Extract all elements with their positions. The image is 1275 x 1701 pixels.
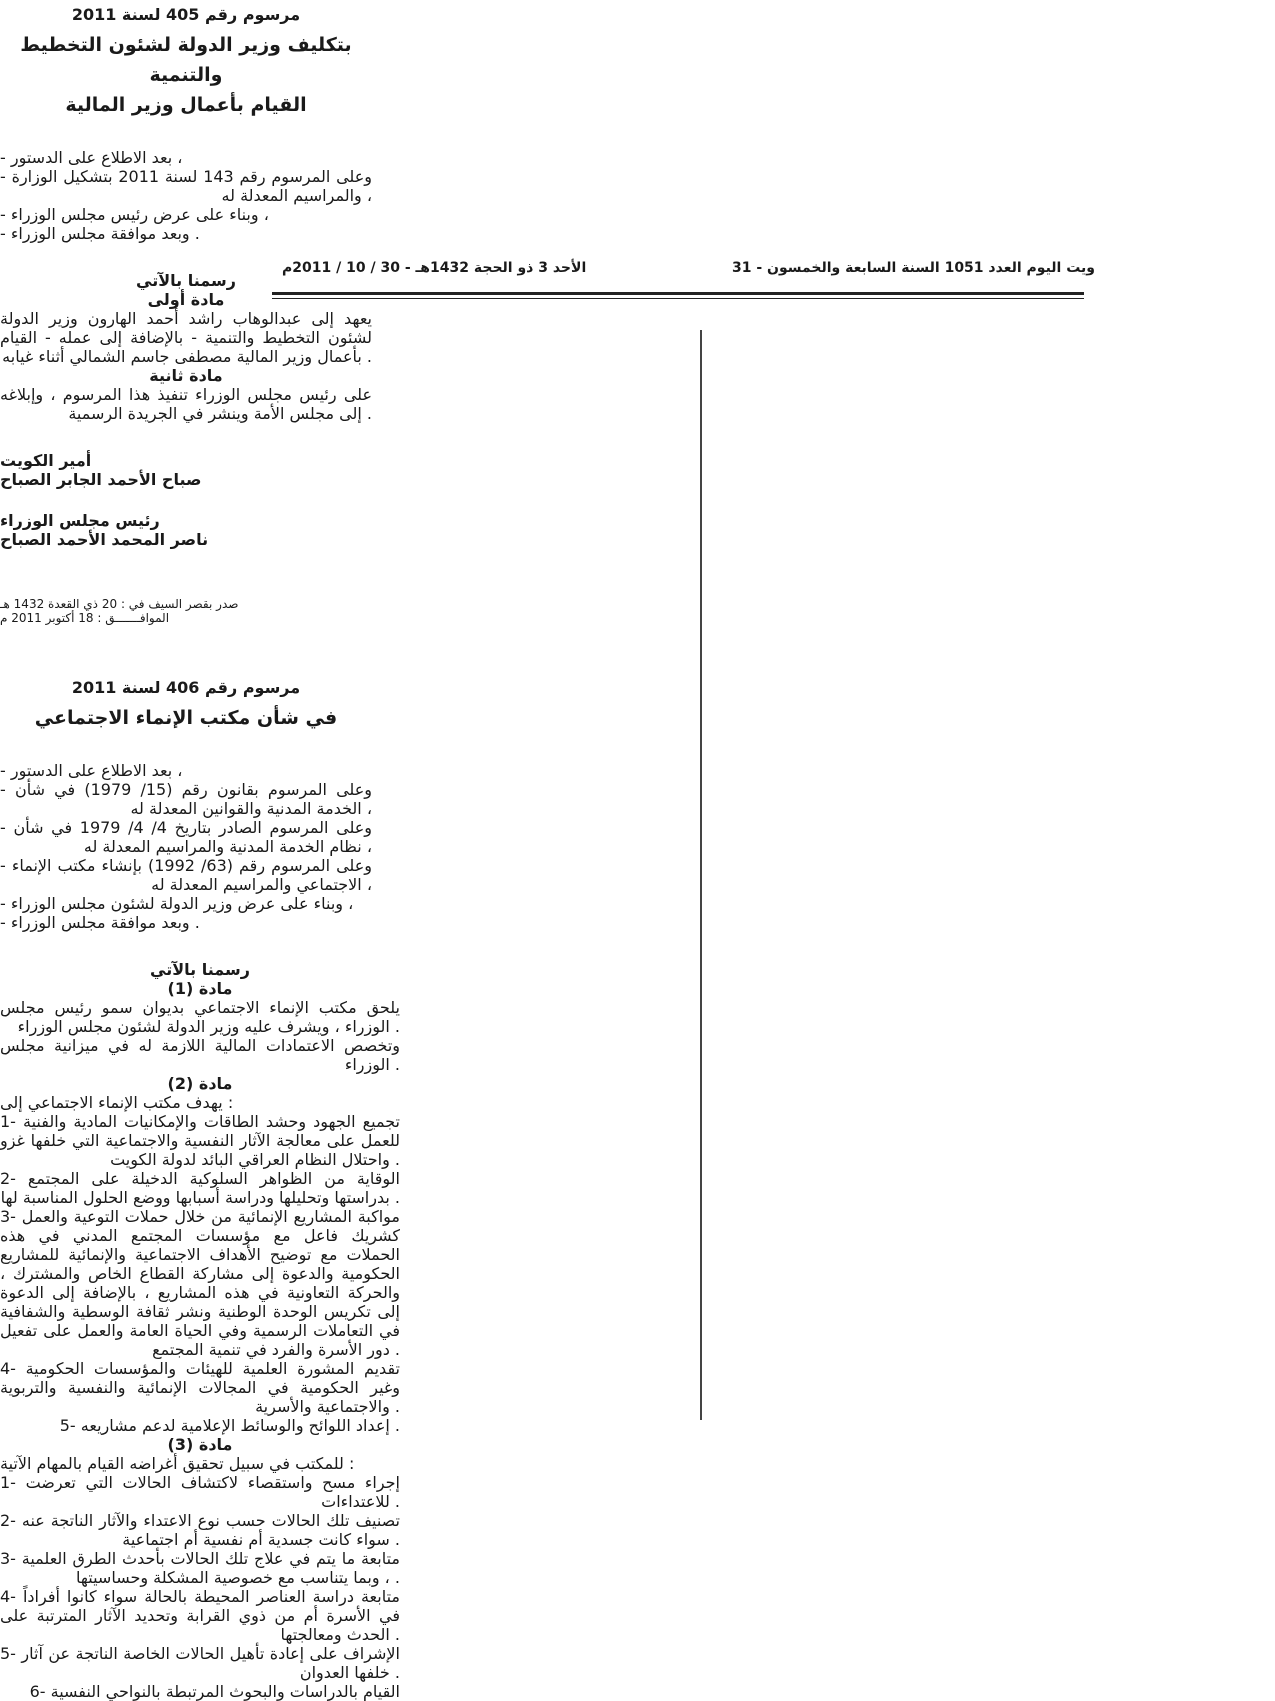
decree-405-title-line-1: بتكليف وزير الدولة لشئون التخطيط والتنمية [20, 34, 352, 86]
decree-405-preamble-4: - وبعد موافقة مجلس الوزراء . [0, 224, 200, 243]
decree-406-article-2-item-4: 4- تقديم المشورة العلمية للهيئات والمؤسسات الحكومية وغير الحكومية في المجالات الإنمائية والنفسية والتربوية والاجتماعية والأسرية . [0, 1359, 400, 1416]
decree-406-article-1-para-2: وتخصص الاعتمادات المالية اللازمة له في ميزانية مجلس الوزراء . [0, 1036, 400, 1074]
header-rule-thin [272, 298, 1084, 299]
decree-405-article-2-heading: مادة ثانية [149, 366, 223, 385]
decree-406-article-3-item-2: 2- تصنيف تلك الحالات حسب نوع الاعتداء والآثار الناتجة عنه سواء كانت جسدية أم نفسية أم اجتماعية . [0, 1511, 400, 1549]
decree-406-article-2-heading: مادة (2) [167, 1074, 233, 1093]
decree-406-article-3-item-5: 5- الإشراف على إعادة تأهيل الحالات الخاصة الناتجة عن آثار خلفها العدوان . [0, 1644, 400, 1682]
decree-406-title: في شأن مكتب الإنماء الاجتماعي [34, 707, 338, 729]
decree-406-article-2-item-5: 5- إعداد اللوائح والوسائط الإعلامية لدعم مشاريعه . [59, 1416, 400, 1435]
emir-title: أمير الكويت [0, 451, 92, 470]
prime-minister-name: ناصر المحمد الأحمد الصباح [0, 530, 209, 549]
decree-406-article-2-item-3: 3- مواكبة المشاريع الإنمائية من خلال حملات التوعية والعمل كشريك فاعل مع مؤسسات المجتمع المدني في هذه الحملات مع توضيح الأهداف الاجتماعية والإنمائية للمشاريع الحكومية والدعوة إلى مشاركة القطاع الخاص والمشترك ، والحركة التعاونية في هذه المشاريع ، بالإضافة إلى الدعوة إلى تكريس الوحدة الوطنية ونشر ثقافة الوسطية والشفافية في التعاملات الرسمية وفي الحياة العامة والعمل على تفعيل دور الأسرة والفرد في تنمية المجتمع . [0, 1207, 400, 1359]
decree-405-article-1-text: يعهد إلى عبدالوهاب راشد أحمد الهارون وزير الدولة لشئون التخطيط والتنمية - بالإضافة إلى عمله - القيام بأعمال وزير المالية مصطفى جاسم الشمالي أثناء غيابه . [0, 309, 372, 366]
decree-406-preamble-1: - بعد الاطلاع على الدستور ، [0, 761, 183, 780]
decree-406-preamble-3: - وعلى المرسوم الصادر بتاريخ 4/ 4/ 1979 في شأن نظام الخدمة المدنية والمراسيم المعدلة له ، [0, 818, 373, 856]
prime-minister-title: رئيس مجلس الوزراء [0, 511, 160, 530]
decree-406-article-2-item-1: 1- تجميع الجهود وحشد الطاقات والإمكانيات المادية والفنية للعمل على معالجة الآثار النفسية والاجتماعية التي خلفها غزو واحتلال النظام العراقي البائد لدولة الكويت . [0, 1112, 400, 1169]
decree-406-article-2-item-2: 2- الوقاية من الظواهر السلوكية الدخيلة على المجتمع بدراستها وتحليلها ودراسة أسبابها ووضع الحلول المناسبة لها . [0, 1169, 400, 1207]
column-divider [700, 330, 702, 1420]
decree-406-decreed: رسمنا بالآتي [150, 960, 250, 979]
decree-405-issued-gregorian: الموافـــــــق : 18 أكتوبر 2011 م [0, 611, 170, 625]
decree-406-article-3-item-1: 1- إجراء مسح واستقصاء لاكتشاف الحالات التي تعرضت للاعتداءات . [0, 1473, 401, 1511]
decree-406-article-3-intro: للمكتب في سبيل تحقيق أغراضه القيام بالمهام الآتية : [0, 1454, 355, 1473]
decree-406-article-1-heading: مادة (1) [167, 979, 233, 998]
decree-406-preamble-2: - وعلى المرسوم بقانون رقم (15/ 1979) في شأن الخدمة المدنية والقوانين المعدلة له ، [0, 780, 372, 818]
decree-405-issued-place-date: صدر بقصر السيف في : 20 ذي القعدة 1432 هـ [0, 597, 239, 611]
emir-name: صباح الأحمد الجابر الصباح [0, 470, 202, 489]
decree-406-article-3-heading: مادة (3) [167, 1435, 233, 1454]
decree-405-number: مرسوم رقم 405 لسنة 2011 [71, 5, 301, 24]
decree-406-number: مرسوم رقم 406 لسنة 2011 [71, 678, 301, 697]
decree-405-preamble-1: - بعد الاطلاع على الدستور ، [0, 148, 183, 167]
running-header-date: الأحد 3 ذو الحجة 1432هـ - 30 / 10 / 2011م [282, 260, 587, 276]
decree-406-article-3-item-3: 3- متابعة ما يتم في علاج تلك الحالات بأحدث الطرق العلمية ، وبما يتناسب مع خصوصية المشكلة وحساسيتها . [0, 1549, 400, 1587]
decree-405-preamble-3: - وبناء على عرض رئيس مجلس الوزراء ، [0, 205, 269, 224]
header-rule-thick [272, 292, 1084, 295]
decree-405-article-1-heading: مادة أولى [147, 290, 225, 309]
decree-406-article-2-intro: يهدف مكتب الإنماء الاجتماعي إلى : [0, 1093, 234, 1112]
right-column [0, 0, 372, 894]
decree-405-preamble-2: - وعلى المرسوم رقم 143 لسنة 2011 بتشكيل الوزارة والمراسيم المعدلة له ، [0, 167, 372, 205]
decree-405-article-2-text: على رئيس مجلس الوزراء تنفيذ هذا المرسوم ، وإبلاغه إلى مجلس الأمة وينشر في الجريدة الرسمية . [0, 385, 372, 423]
decree-406-article-1-para-1: يلحق مكتب الإنماء الاجتماعي بديوان سمو رئيس مجلس الوزراء ، ويشرف عليه وزير الدولة لشئون مجلس الوزراء . [0, 998, 400, 1036]
left-column [0, 894, 400, 1701]
decree-405-decreed: رسمنا بالآتي [136, 271, 236, 290]
decree-405-title-line-2: القيام بأعمال وزير المالية [65, 94, 307, 116]
decree-406-preamble-5: - وبناء على عرض وزير الدولة لشئون مجلس الوزراء ، [0, 894, 354, 913]
decree-406-article-3-item-4: 4- متابعة دراسة العناصر المحيطة بالحالة سواء كانوا أفراداً في الأسرة أم من ذوي القرابة وتحديد الآثار المترتبة على الحدث ومعالجتها . [0, 1587, 400, 1644]
decree-406-preamble-6: - وبعد موافقة مجلس الوزراء . [0, 913, 200, 932]
decree-406-article-3-item-6: 6- القيام بالدراسات والبحوث المرتبطة بالنواحي النفسية [29, 1682, 400, 1701]
decree-406-preamble-4: - وعلى المرسوم رقم (63/ 1992) بإنشاء مكتب الإنماء الاجتماعي والمراسيم المعدلة له ، [0, 856, 373, 894]
running-header-issue: ويت اليوم العدد 1051 السنة السابعة والخمسون - 31 [731, 260, 1095, 276]
